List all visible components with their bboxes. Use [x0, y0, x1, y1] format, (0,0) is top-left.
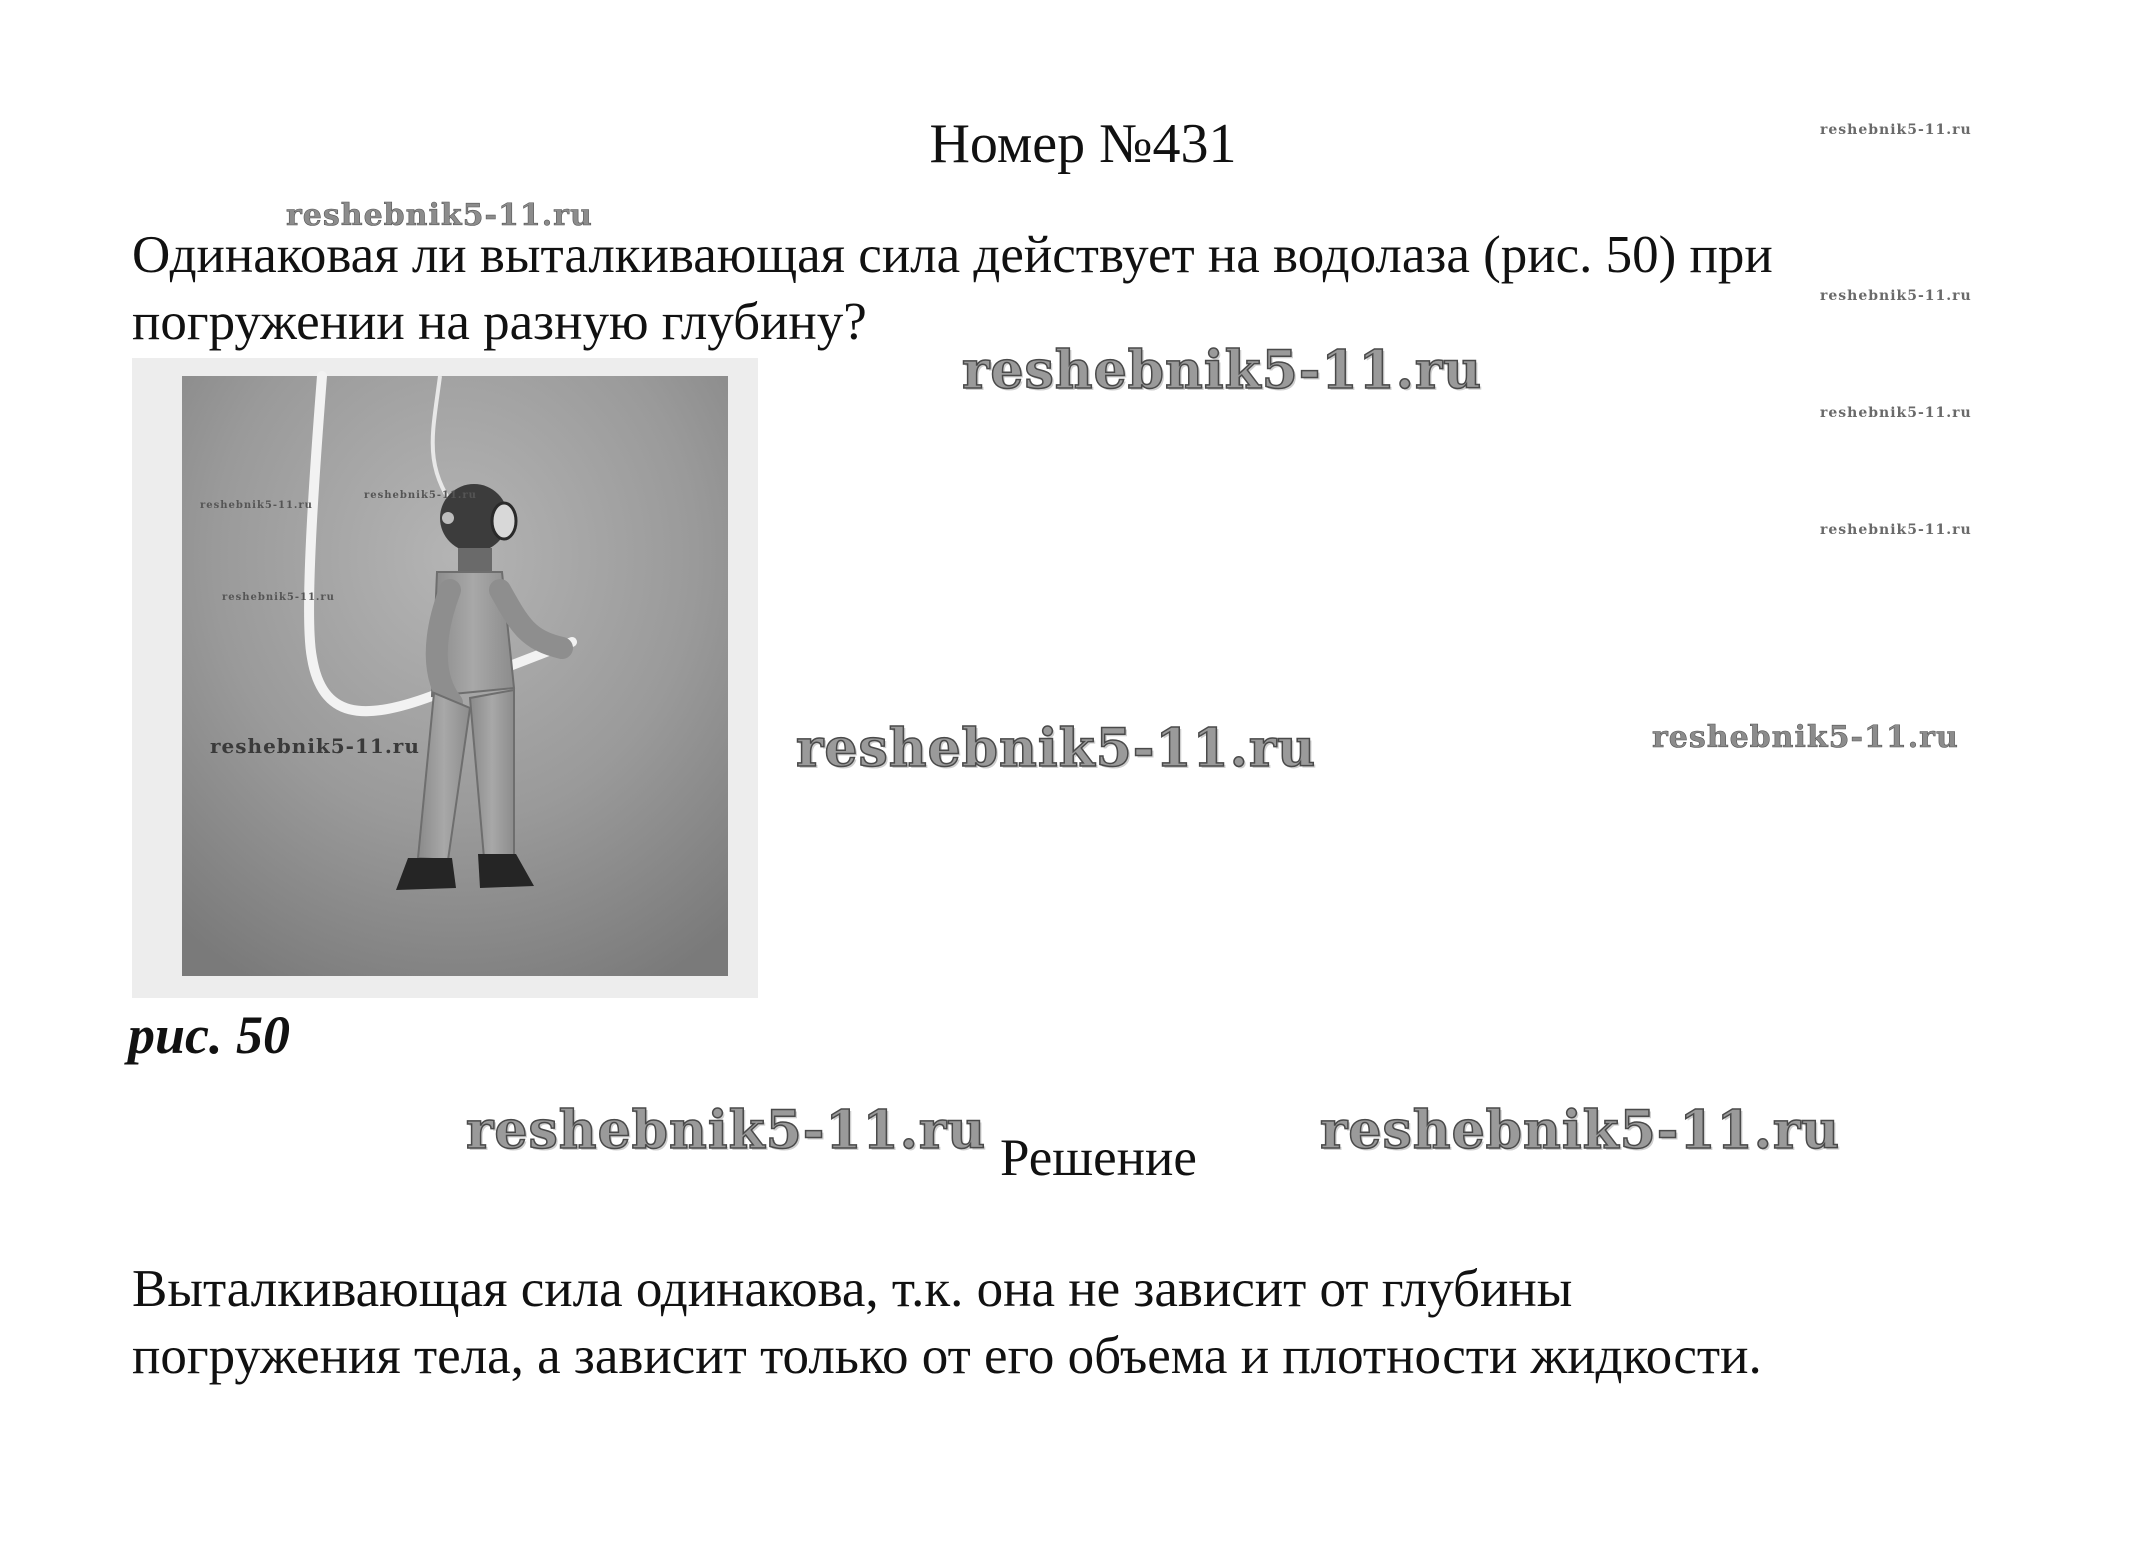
- answer-line-2: погружения тела, а зависит только от его объема и плотности жидкости.: [132, 1327, 1762, 1385]
- watermark: reshebnik5-11.ru: [1820, 122, 1972, 138]
- solution-answer: [132, 1256, 2052, 1390]
- watermark: reshebnik5-11.ru: [1820, 405, 1972, 421]
- watermark: reshebnik5-11.ru: [962, 340, 1483, 401]
- figure-caption: рис. 50: [128, 1005, 290, 1065]
- watermark: reshebnik5-11.ru: [200, 500, 313, 511]
- solution-heading: Решение: [1000, 1129, 1197, 1187]
- page-title: Номер №431: [929, 113, 1237, 175]
- diver-illustration: [132, 358, 758, 998]
- question-line-2: погружении на разную глубину?: [132, 293, 867, 351]
- watermark: reshebnik5-11.ru: [466, 1100, 987, 1161]
- problem-question: [132, 222, 2032, 356]
- watermark: reshebnik5-11.ru: [1320, 1100, 1841, 1161]
- watermark: reshebnik5-11.ru: [1652, 720, 1959, 755]
- watermark: reshebnik5-11.ru: [1820, 288, 1972, 304]
- watermark: reshebnik5-11.ru: [286, 198, 593, 233]
- watermark: reshebnik5-11.ru: [210, 734, 420, 758]
- answer-line-1: Выталкивающая сила одинакова, т.к. она не зависит от глубины: [132, 1260, 1573, 1318]
- watermark: reshebnik5-11.ru: [222, 592, 335, 603]
- watermark: reshebnik5-11.ru: [364, 490, 477, 501]
- question-line-1: Одинаковая ли выталкивающая сила действует на водолаза (рис. 50) при: [132, 226, 1773, 284]
- watermark: reshebnik5-11.ru: [796, 718, 1317, 779]
- watermark: reshebnik5-11.ru: [1820, 522, 1972, 538]
- diver-figure: [132, 358, 758, 998]
